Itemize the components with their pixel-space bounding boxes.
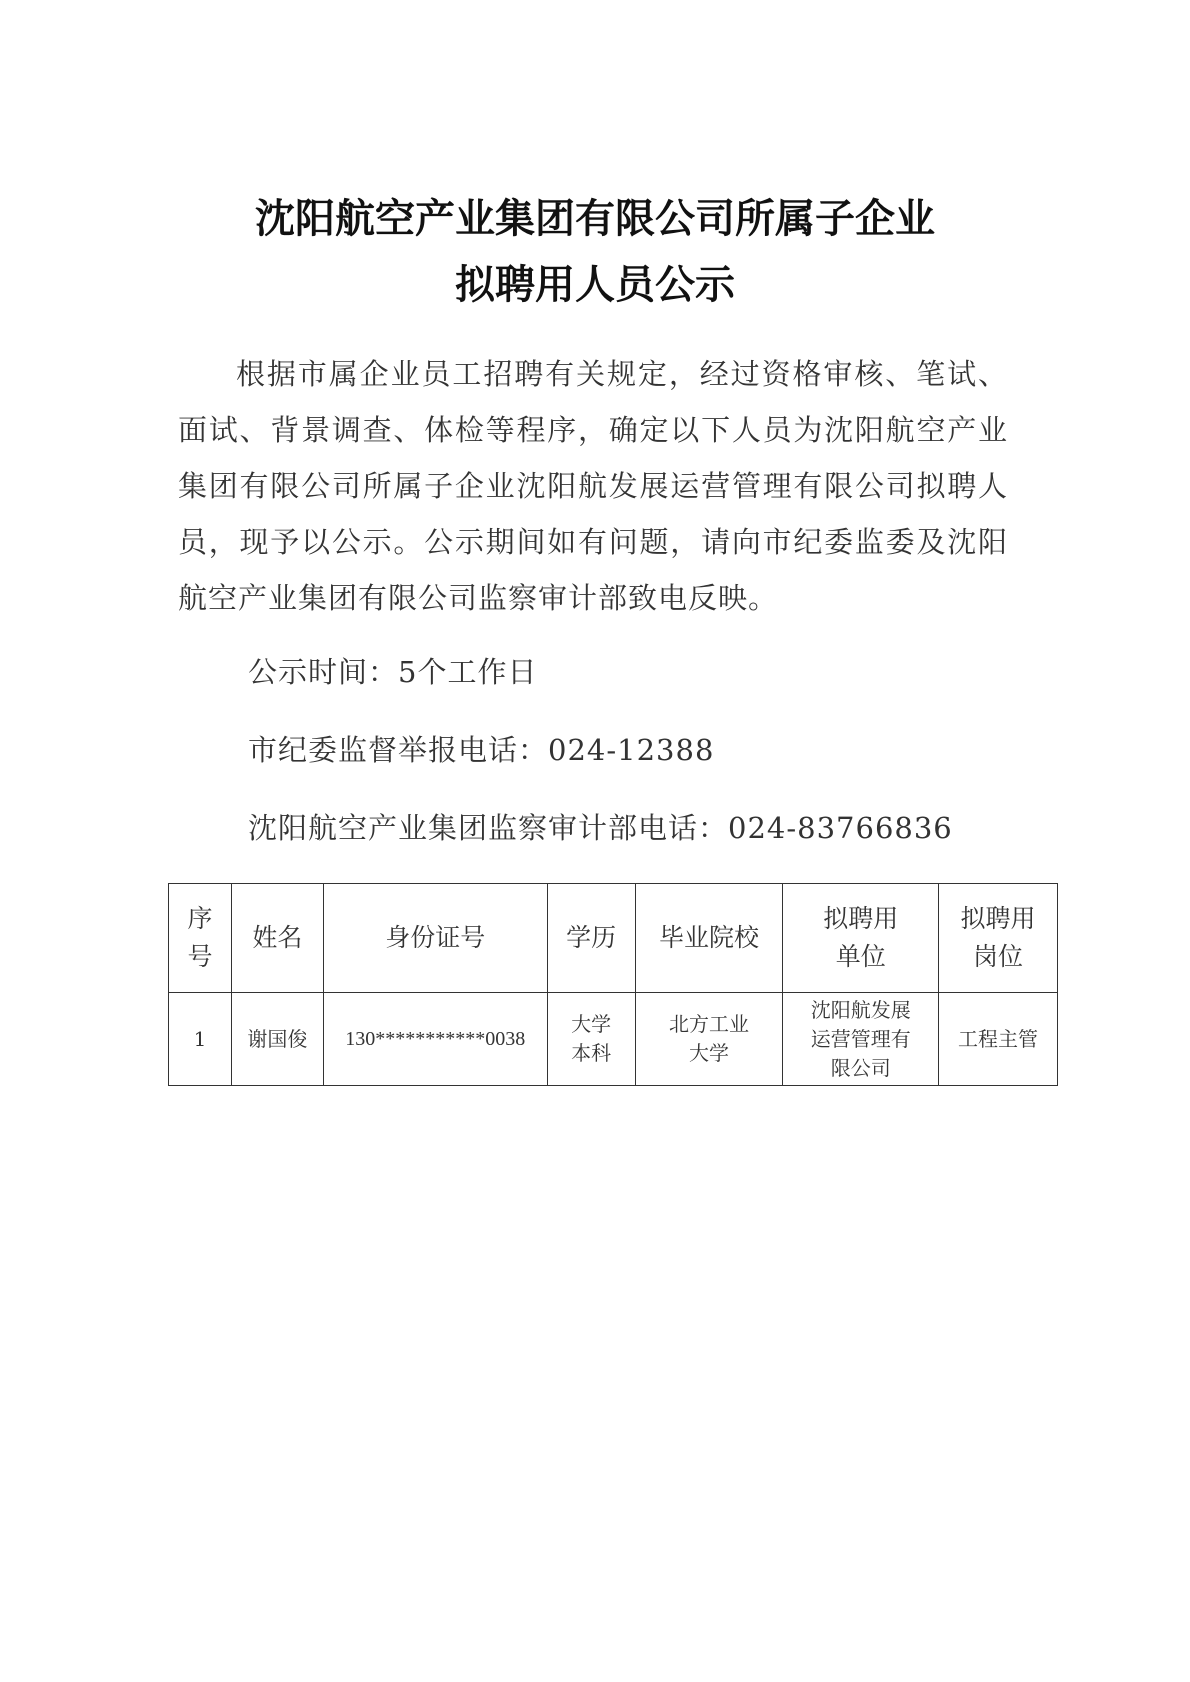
header-post-part: 岗位	[973, 942, 1024, 971]
cell-school-part: 大学	[688, 1041, 729, 1065]
header-post	[939, 884, 1058, 993]
group-hotline: 沈阳航空产业集团监察审计部电话：024-83766836	[248, 811, 953, 845]
cell-education-part: 本科	[571, 1041, 612, 1065]
cell-seq: 1	[169, 993, 232, 1086]
notice-period: 公示时间：5个工作日	[248, 655, 538, 689]
header-unit-part: 单位	[835, 942, 886, 971]
header-school: 毕业院校	[635, 884, 783, 993]
document-title-line-2: 拟聘用人员公示	[455, 262, 735, 308]
cell-name: 谢国俊	[231, 993, 323, 1086]
cell-education	[547, 993, 635, 1086]
cell-school	[635, 993, 783, 1086]
header-id-number: 身份证号	[323, 884, 547, 993]
cell-post: 工程主管	[939, 993, 1058, 1086]
cell-unit	[783, 993, 939, 1086]
header-seq-part: 序	[187, 904, 213, 933]
cell-unit-part: 沈阳航发展	[810, 997, 911, 1022]
cell-unit-part: 限公司	[830, 1055, 891, 1080]
city-hotline: 市纪委监督举报电话：024-12388	[248, 733, 715, 767]
announcement-body: 根据市属企业员工招聘有关规定，经过资格审核、笔试、面试、背景调查、体检等程序，确定以下人员为沈阳航空产业集团有限公司所属子企业沈阳航发展运营管理有限公司拟聘人员，现予以公示。公示期间如有问题，请向市纪委监委及沈阳航空产业集团有限公司监察审计部致电反映。	[178, 357, 1008, 615]
cell-unit-part: 运营管理有	[810, 1026, 911, 1051]
cell-id-number: 130***********0038	[323, 993, 547, 1086]
header-unit-part: 拟聘用	[823, 904, 899, 933]
header-post-part: 拟聘用	[960, 904, 1036, 933]
header-seq-part: 号	[187, 942, 213, 971]
candidate-table	[168, 883, 1058, 1086]
cell-education-part: 大学	[571, 1012, 612, 1036]
header-unit	[783, 884, 939, 993]
header-name: 姓名	[231, 884, 323, 993]
document-title-line-1: 沈阳航空产业集团有限公司所属子企业	[255, 196, 935, 242]
header-seq	[169, 884, 232, 993]
table-header-row	[169, 884, 1058, 993]
cell-school-part: 北方工业	[668, 1012, 749, 1036]
header-education: 学历	[547, 884, 635, 993]
table-row	[169, 993, 1058, 1086]
